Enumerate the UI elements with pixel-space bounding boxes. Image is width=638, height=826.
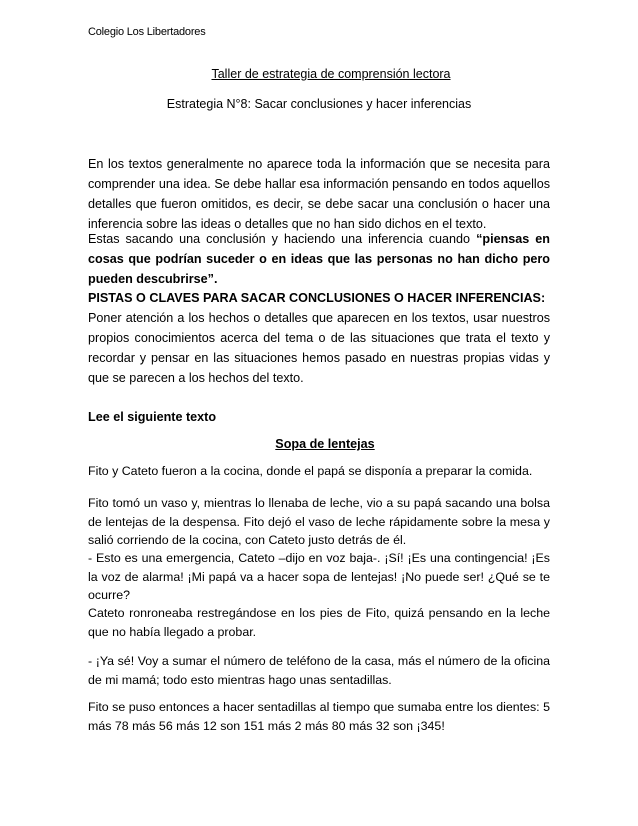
story-paragraph: Fito se puso entonces a hacer sentadillas al tiempo que sumaba entre los dientes: 5 más 78 más 56 más 12 son 151 más 2 más 80 más 32 son ¡345! (88, 700, 550, 733)
clues-section (88, 288, 550, 388)
story-paragraph: Fito y Cateto fueron a la cocina, donde el papá se disponía a preparar la comida. (88, 464, 533, 478)
inference-text: Estas sacando una conclusión y haciendo una inferencia cuando (88, 232, 477, 246)
strategy-title: Estrategia N°8: Sacar conclusiones y hacer inferencias (166, 97, 472, 111)
workshop-title: Taller de estrategia de comprensión lectora (211, 67, 451, 81)
page-header: Colegio Los Libertadores (88, 26, 206, 38)
clues-paragraph: Poner atención a los hechos o detalles que aparecen en los textos, usar nuestros propios conocimientos acerca del tema o de las situaciones que trata el texto y recordar y pensar en las situaciones hemos pasado en nuestras propias vidas y que se parecen a los hechos del texto. (88, 311, 550, 385)
story-title: Sopa de lentejas (275, 437, 375, 451)
story-paragraph: Fito tomó un vaso y, mientras lo llenaba de leche, vio a su papá sacando una bolsa de lentejas de la despensa. Fito dejó el vaso de leche rápidamente sobre la mesa y salió corriendo de la cocina, con Cateto justo detrás de él. (88, 496, 550, 547)
intro-paragraph: En los textos generalmente no aparece toda la información que se necesita para comprender una idea. Se debe hallar esa información pensando en todos aquellos detalles que fueron omitidos, es decir, se debe sacar una conclusión o hacer una inferencia sobre las ideas o detalles que no han sido dichos en el texto. (88, 157, 550, 231)
clues-heading: PISTAS O CLAVES PARA SACAR CONCLUSIONES O HACER INFERENCIAS: (88, 291, 546, 305)
inference-emphasis: “piensas en cosas que podrían suceder o en ideas que las personas no han dicho pero pueden descubrirse”. (88, 232, 550, 286)
read-instruction: Lee el siguiente texto (88, 410, 217, 424)
story-paragraph: - Esto es una emergencia, Cateto –dijo en voz baja-. ¡Sí! ¡Es una contingencia! ¡Es la voz de alarma! ¡Mi papá va a hacer sopa de lentejas! ¡No puede ser! ¿Qué se te ocurre? (88, 551, 550, 602)
inference-paragraph (88, 229, 550, 289)
story-paragraph: - ¡Ya sé! Voy a sumar el número de teléfono de la casa, más el número de la oficina de mi mamá; todo esto mientras hago unas sentadillas. (88, 654, 550, 687)
story-paragraph: Cateto ronroneaba restregándose en los pies de Fito, quizá pensando en la leche que no había llegado a probar. (88, 606, 550, 639)
